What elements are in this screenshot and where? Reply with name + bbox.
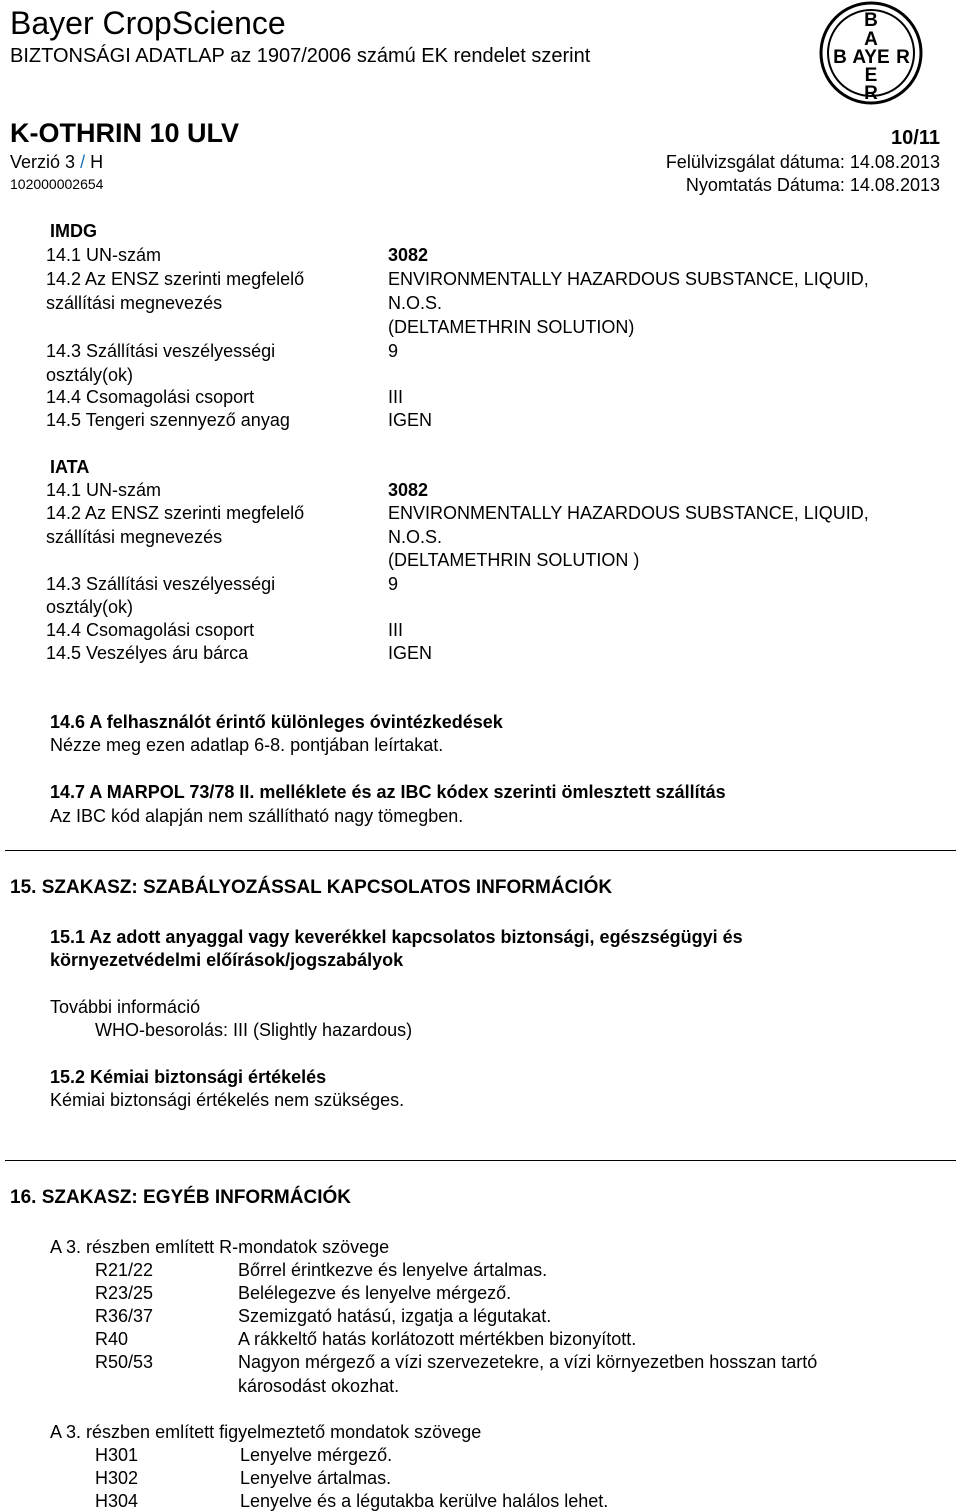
section-15-2-text: Kémiai biztonsági értékelés nem szükséges. (50, 1090, 405, 1110)
r-phrase-code: R40 (95, 1329, 129, 1349)
iata-title: IATA (50, 457, 90, 477)
h-phrase-text: Lenyelve ártalmas. (240, 1468, 392, 1488)
section-15-2-title: 15.2 Kémiai biztonsági értékelés (50, 1067, 327, 1087)
section-15-1-title: 15.1 Az adott anyaggal vagy keverékkel kapcsolatos biztonsági, egészségügyi és (50, 927, 743, 947)
iata-un-label: 14.1 UN-szám (46, 480, 162, 500)
section-divider (5, 1160, 956, 1161)
logo-letter-e: E (864, 65, 878, 86)
revision-date: Felülvizsgálat dátuma: 14.08.2013 (665, 152, 940, 172)
imdg-shipping-name-label-2: szállítási megnevezés (46, 293, 223, 313)
iata-class-label-2: osztály(ok) (46, 597, 134, 617)
section-15-1-title-2: környezetvédelmi előírások/jogszabályok (50, 950, 404, 970)
page-number: 10/11 (891, 127, 940, 149)
imdg-title: IMDG (50, 221, 97, 241)
section-14-7-title: 14.7 A MARPOL 73/78 II. melléklete és az IBC kódex szerinti ömlesztett szállítás (50, 782, 726, 802)
section-14-6-text: Nézze meg ezen adatlap 6-8. pontjában leírtakat. (50, 735, 444, 755)
iata-label-value: IGEN (388, 643, 433, 663)
imdg-un-value: 3082 (388, 245, 429, 265)
imdg-packing-group-value: III (388, 387, 404, 407)
h-phrase-code: H301 (95, 1445, 139, 1465)
logo-letter-b-top: B (864, 10, 878, 31)
h-phrases-intro: A 3. részben említett figyelmeztető mondatok szövege (50, 1422, 482, 1442)
imdg-marine-pollutant-label: 14.5 Tengeri szennyező anyag (46, 410, 290, 430)
iata-shipping-name-label-2: szállítási megnevezés (46, 527, 223, 547)
imdg-shipping-name-label: 14.2 Az ENSZ szerinti megfelelő (46, 269, 305, 289)
r-phrase-text: Szemizgató hatású, izgatja a légutakat. (238, 1306, 552, 1326)
further-info-label: További információ (50, 997, 201, 1017)
r-phrase-code: R21/22 (95, 1260, 154, 1280)
iata-packing-group-label: 14.4 Csomagolási csoport (46, 620, 255, 640)
logo-letter-r-bottom: R (864, 83, 878, 104)
iata-class-value: 9 (388, 574, 399, 594)
section-15-title: 15. SZAKASZ: SZABÁLYOZÁSSAL KAPCSOLATOS INFORMÁCIÓK (10, 877, 613, 898)
iata-packing-group-value: III (388, 620, 404, 640)
r-phrase-text-continued: károsodást okozhat. (238, 1376, 400, 1396)
imdg-packing-group-label: 14.4 Csomagolási csoport (46, 387, 255, 407)
imdg-class-label-2: osztály(ok) (46, 365, 134, 385)
company-name: Bayer CropScience (10, 5, 286, 41)
imdg-marine-pollutant-value: IGEN (388, 410, 433, 430)
iata-shipping-name-value-2: N.O.S. (388, 527, 443, 547)
r-phrase-code: R36/37 (95, 1306, 154, 1326)
imdg-shipping-name-value-3: (DELTAMETHRIN SOLUTION) (388, 317, 635, 337)
product-name: K-OTHRIN 10 ULV (10, 118, 240, 148)
document-id: 102000002654 (10, 176, 104, 192)
h-phrase-text: Lenyelve és a légutakba kerülve halálos lehet. (240, 1491, 609, 1511)
r-phrase-code: R23/25 (95, 1283, 154, 1303)
document-subtitle: BIZTONSÁGI ADATLAP az 1907/2006 számú EK rendelet szerint (10, 45, 591, 67)
version-separator: / (80, 152, 86, 172)
iata-class-label: 14.3 Szállítási veszélyességi (46, 574, 276, 594)
h-phrase-code: H304 (95, 1491, 139, 1511)
logo-letter-a: A (864, 29, 878, 50)
iata-shipping-name-value-3: (DELTAMETHRIN SOLUTION ) (388, 550, 640, 570)
imdg-shipping-name-value-2: N.O.S. (388, 293, 443, 313)
iata-label-label: 14.5 Veszélyes áru bárca (46, 643, 249, 663)
logo-letter-b-left: B (833, 47, 847, 68)
imdg-shipping-name-value: ENVIRONMENTALLY HAZARDOUS SUBSTANCE, LIQUID, (388, 269, 869, 289)
iata-shipping-name-label: 14.2 Az ENSZ szerinti megfelelő (46, 503, 305, 523)
imdg-un-label: 14.1 UN-szám (46, 245, 162, 265)
version-number: 3 (65, 152, 76, 172)
r-phrase-text: Bőrrel érintkezve és lenyelve ártalmas. (238, 1260, 548, 1280)
section-divider (5, 850, 956, 851)
section-14-7-text: Az IBC kód alapján nem szállítható nagy tömegben. (50, 806, 464, 826)
iata-un-value: 3082 (388, 480, 429, 500)
imdg-class-label: 14.3 Szállítási veszélyességi (46, 341, 276, 361)
logo-letter-r-right: R (896, 47, 910, 68)
logo-center-letters: AYE (852, 47, 890, 68)
r-phrase-text: Nagyon mérgező a vízi szervezetekre, a vízi környezetben hosszan tartó (238, 1352, 818, 1372)
print-date: Nyomtatás Dátuma: 14.08.2013 (685, 175, 940, 195)
r-phrase-code: R50/53 (95, 1352, 154, 1372)
section-14-6-title: 14.6 A felhasználót érintő különleges óvintézkedések (50, 712, 503, 732)
imdg-class-value: 9 (388, 341, 399, 361)
r-phrases-intro: A 3. részben említett R-mondatok szövege (50, 1237, 390, 1257)
bayer-logo (818, 0, 924, 106)
h-phrase-code: H302 (95, 1468, 139, 1488)
r-phrase-text: Belélegezve és lenyelve mérgező. (238, 1283, 512, 1303)
r-phrase-text: A rákkeltő hatás korlátozott mértékben bizonyított. (238, 1329, 637, 1349)
version-language: H (90, 152, 104, 172)
h-phrase-text: Lenyelve mérgező. (240, 1445, 393, 1465)
section-16-title: 16. SZAKASZ: EGYÉB INFORMÁCIÓK (10, 1187, 351, 1208)
version-label: Verzió (10, 152, 61, 172)
version-line (10, 151, 103, 173)
who-classification: WHO-besorolás: III (Slightly hazardous) (95, 1020, 413, 1040)
iata-shipping-name-value: ENVIRONMENTALLY HAZARDOUS SUBSTANCE, LIQUID, (388, 503, 869, 523)
